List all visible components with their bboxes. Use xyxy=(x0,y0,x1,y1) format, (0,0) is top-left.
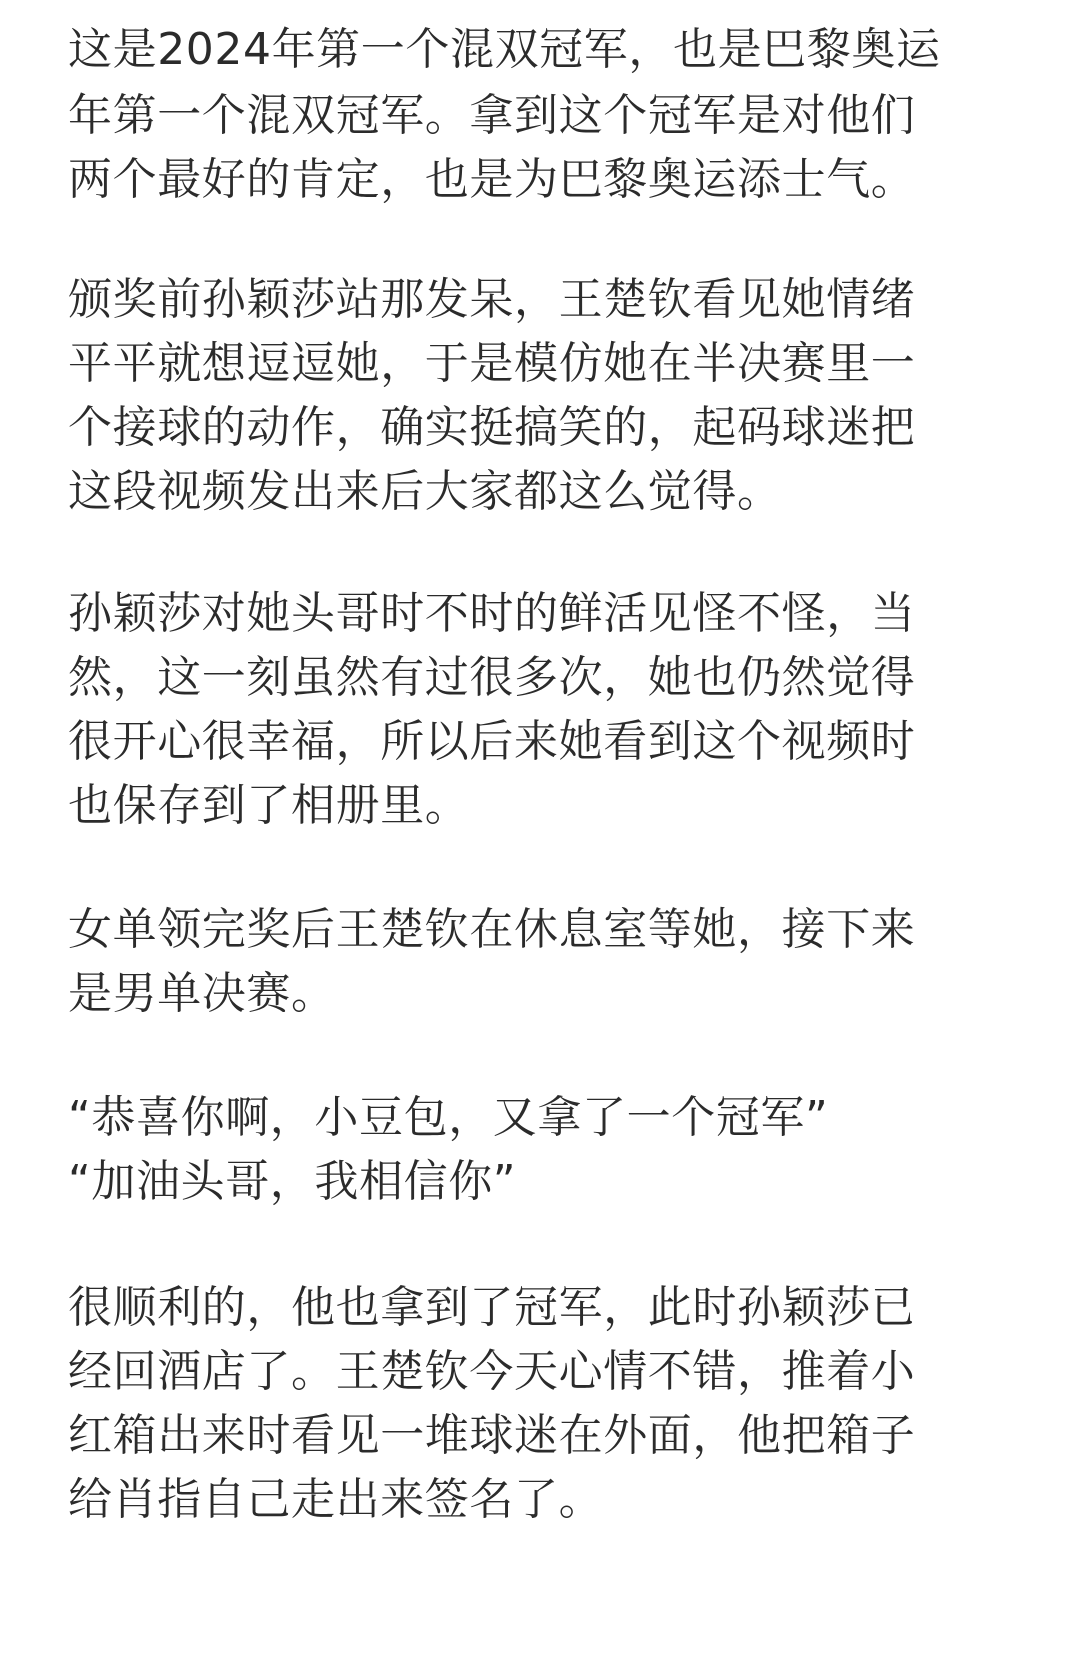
text-line: 也保存到了相册里。 xyxy=(68,780,470,831)
text-line: 个接球的动作，确实挺搞笑的，起码球迷把 xyxy=(68,402,916,453)
text-line: 很开心很幸福，所以后来她看到这个视频时 xyxy=(68,716,916,767)
dialogue-line: “加油头哥，我相信你” xyxy=(68,1156,517,1207)
text-line: 两个最好的肯定，也是为巴黎奥运添士气。 xyxy=(68,154,916,205)
text-line: 平平就想逗逗她，于是模仿她在半决赛里一 xyxy=(68,338,916,389)
text-line: 然，这一刻虽然有过很多次，她也仍然觉得 xyxy=(68,652,916,703)
text-line: 是男单决赛。 xyxy=(68,968,336,1019)
text-line: 红箱出来时看见一堆球迷在外面，他把箱子 xyxy=(68,1410,916,1461)
text-line: 这段视频发出来后大家都这么觉得。 xyxy=(68,466,782,517)
text-line: 孙颖莎对她头哥时不时的鲜活见怪不怪，当 xyxy=(68,588,916,639)
text-line: 颁奖前孙颖莎站那发呆，王楚钦看见她情绪 xyxy=(68,274,916,325)
text-line: 经回酒店了。王楚钦今天心情不错，推着小 xyxy=(68,1346,916,1397)
text-line: 这是2024年第一个混双冠军，也是巴黎奥运 xyxy=(68,24,941,75)
text-line: 给肖指自己走出来签名了。 xyxy=(68,1474,604,1525)
text-line: 很顺利的，他也拿到了冠军，此时孙颖莎已 xyxy=(68,1282,916,1333)
text-line: 年第一个混双冠军。拿到这个冠军是对他们 xyxy=(68,90,916,141)
text-line: 女单领完奖后王楚钦在休息室等她，接下来 xyxy=(68,904,916,955)
dialogue-line: “恭喜你啊，小豆包，又拿了一个冠军” xyxy=(68,1092,829,1143)
